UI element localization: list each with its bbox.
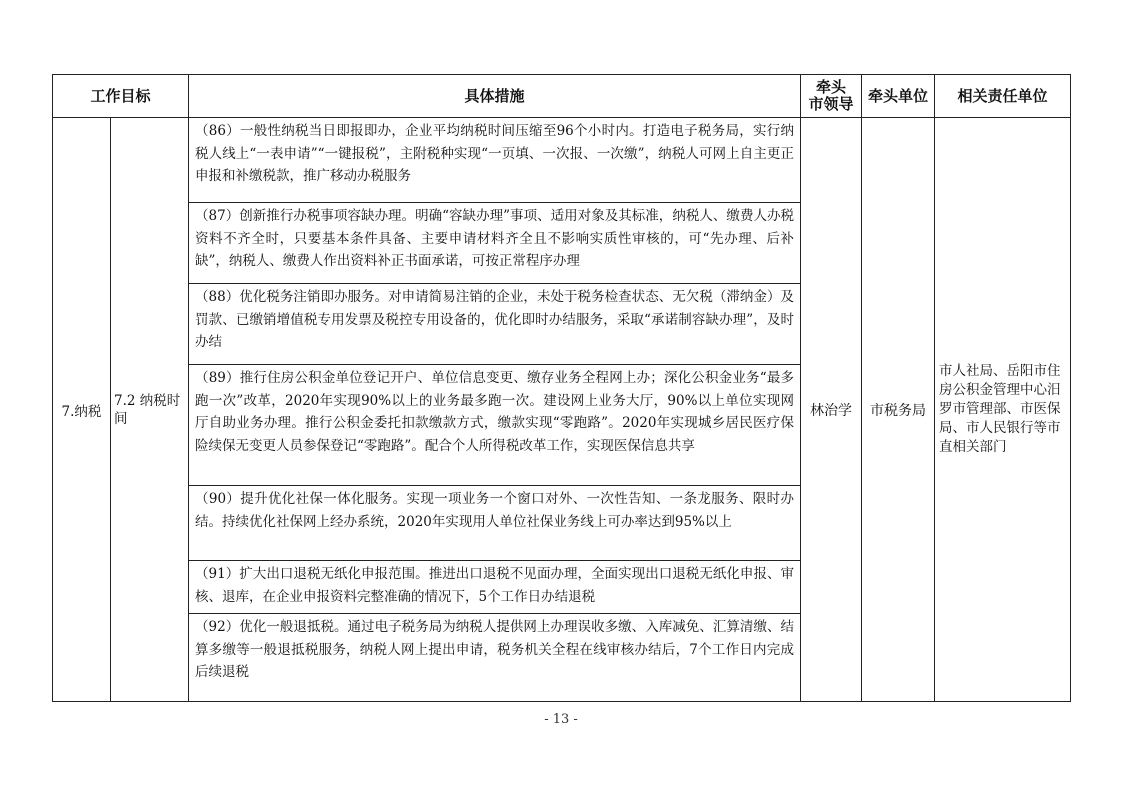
header-row bbox=[53, 75, 1071, 118]
measure-item: （86）一般性纳税当日即报即办，企业平均纳税时间压缩至96个小时内。打造电子税务局，实行纳税人线上“一表申请”“一键报税”，主附税种实现“一页填、一次报、一次缴”，纳税人可网上自主更正申报和补缴税款，推广移动办税服务 bbox=[189, 118, 801, 203]
header-related-units: 相关责任单位 bbox=[935, 75, 1071, 118]
header-measures: 具体措施 bbox=[189, 75, 801, 118]
sub-goal-cell: 7.2 纳税时间 bbox=[111, 118, 189, 702]
header-leader: 牵头 市领导 bbox=[801, 75, 862, 118]
lead-unit-cell: 市税务局 bbox=[862, 118, 935, 702]
page-number: - 13 - bbox=[544, 712, 578, 727]
related-units-cell: 市人社局、岳阳市住房公积金管理中心汨罗市管理部、市医保局、市人民银行等市直相关部门 bbox=[935, 118, 1071, 702]
header-goal: 工作目标 bbox=[53, 75, 189, 118]
measure-item: （90）提升优化社保一体化服务。实现一项业务一个窗口对外、一次性告知、一条龙服务、限时办结。持续优化社保网上经办系统，2020年实现用人单位社保业务线上可办率达到95%以上 bbox=[189, 486, 801, 561]
measure-item: （91）扩大出口退税无纸化申报范围。推进出口退税不见面办理，全面实现出口退税无纸化申报、审核、退库，在企业申报资料完整准确的情况下，5个工作日办结退税 bbox=[189, 561, 801, 614]
measure-item: （87）创新推行办税事项容缺办理。明确“容缺办理”事项、适用对象及其标准，纳税人、缴费人办税资料不齐全时，只要基本条件具备、主要申请材料齐全且不影响实质性审核的，可“先办理、后补缺”，纳税人、缴费人作出资料补正书面承诺，可按正常程序办理 bbox=[189, 203, 801, 284]
measure-item: （88）优化税务注销即办服务。对申请简易注销的企业，未处于税务检查状态、无欠税（滞纳金）及罚款、已缴销增值税专用发票及税控专用设备的，优化即时办结服务，采取“承诺制容缺办理”，及时办结 bbox=[189, 284, 801, 365]
leader-cell: 林治学 bbox=[801, 118, 862, 702]
header-lead-unit: 牵头单位 bbox=[862, 75, 935, 118]
work-table bbox=[52, 74, 1071, 702]
table-row bbox=[53, 118, 1071, 203]
goal-cell: 7.纳税 bbox=[53, 118, 111, 702]
measure-item: （89）推行住房公积金单位登记开户、单位信息变更、缴存业务全程网上办；深化公积金业务“最多跑一次”改革，2020年实现90%以上的业务最多跑一次。建设网上业务大厅，90%以上单位实现网厅自助业务办理。推行公积金委托扣款缴款方式，缴款实现“零跑路”。2020年实现城乡居民医疗保险续保无变更人员参保登记“零跑路”。配合个人所得税改革工作，实现医保信息共享 bbox=[189, 365, 801, 486]
measure-item: （92）优化一般退抵税。通过电子税务局为纳税人提供网上办理误收多缴、入库减免、汇算清缴、结算多缴等一般退抵税服务，纳税人网上提出申请，税务机关全程在线审核办结后，7个工作日内完成后续退税 bbox=[189, 614, 801, 702]
